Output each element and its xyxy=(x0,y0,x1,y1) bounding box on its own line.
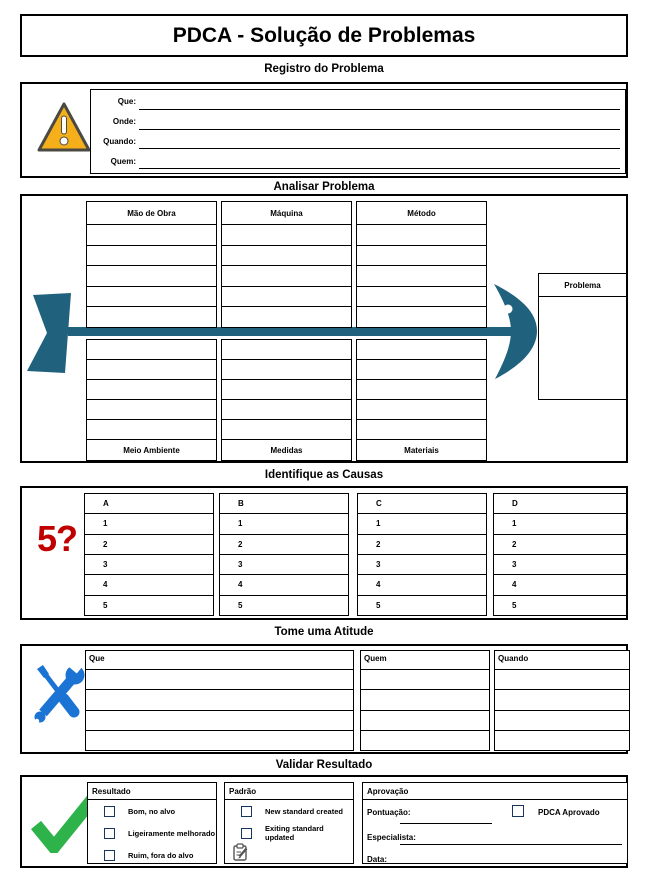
cause-table-medidas xyxy=(221,339,352,461)
action-section-box xyxy=(20,644,628,754)
cause-cell[interactable] xyxy=(87,225,216,245)
why-cell[interactable] xyxy=(220,554,348,574)
field-label-quando: Quando: xyxy=(103,136,136,146)
cause-cell[interactable] xyxy=(357,399,486,419)
five-whys-section-box xyxy=(20,486,628,620)
padrao-header: Padrão xyxy=(225,783,353,800)
cause-cell[interactable] xyxy=(87,419,216,439)
cause-cell[interactable] xyxy=(222,286,351,307)
why-row-number: 3 xyxy=(512,560,517,570)
field-label-quem: Quem: xyxy=(110,156,136,166)
field-input-quando[interactable] xyxy=(139,132,620,150)
cause-table-metodo xyxy=(356,201,487,328)
cause-cell[interactable] xyxy=(222,306,351,327)
why-cell[interactable] xyxy=(85,554,213,574)
cause-cell[interactable] xyxy=(357,225,486,245)
why-row-number: 1 xyxy=(238,519,243,529)
field-label-que: Que: xyxy=(117,97,136,107)
why-row-number: 2 xyxy=(376,539,381,549)
fishbone-tail-icon xyxy=(25,293,73,373)
cause-cell[interactable] xyxy=(87,399,216,419)
cause-table-meio-ambiente xyxy=(86,339,217,461)
cause-cell[interactable] xyxy=(87,265,216,286)
cause-cell[interactable] xyxy=(222,359,351,379)
fishbone-section-box xyxy=(20,194,628,463)
page-title: PDCA - Solução de Problemas xyxy=(20,14,628,57)
tools-icon xyxy=(31,661,85,735)
fishbone-spine xyxy=(68,327,514,336)
option-label: New standard created xyxy=(265,806,343,816)
section-heading-analisar: Analisar Problema xyxy=(273,181,375,193)
cause-cell[interactable] xyxy=(222,245,351,266)
action-cell[interactable] xyxy=(86,689,353,709)
why-row-number: 2 xyxy=(238,539,243,549)
problem-box xyxy=(538,273,627,400)
resultado-header: Resultado xyxy=(88,783,216,800)
checkbox-ligeiramente-melhorado[interactable] xyxy=(104,828,115,839)
why-cell[interactable] xyxy=(358,574,486,594)
cause-cell[interactable] xyxy=(87,286,216,307)
action-table-quando xyxy=(494,650,630,751)
action-cell[interactable] xyxy=(86,730,353,750)
problem-input-area[interactable] xyxy=(539,297,626,399)
cause-cell[interactable] xyxy=(87,340,216,359)
field-row-quem xyxy=(91,151,625,171)
why-row-number: 1 xyxy=(103,519,108,529)
fishbone-head-icon xyxy=(492,284,539,379)
cause-table-mao-de-obra xyxy=(86,201,217,328)
problem-fields-box xyxy=(90,89,626,174)
why-row-number: 5 xyxy=(512,600,517,610)
pontuacao-label: Pontuação: xyxy=(367,808,411,817)
why-column-header: B xyxy=(238,499,244,509)
why-row-number: 4 xyxy=(512,580,517,590)
option-row xyxy=(88,844,216,866)
checkbox-ruim-fora-do-alvo[interactable] xyxy=(104,850,115,861)
action-cell[interactable] xyxy=(495,670,629,689)
category-label-metodo: Método xyxy=(357,202,486,225)
why-cell[interactable] xyxy=(220,574,348,594)
cause-cell[interactable] xyxy=(357,265,486,286)
field-input-que[interactable] xyxy=(139,92,620,110)
cause-cell[interactable] xyxy=(222,379,351,399)
clipboard-pencil-icon xyxy=(232,843,251,862)
option-row xyxy=(88,822,216,844)
why-cell[interactable] xyxy=(85,534,213,554)
why-cell[interactable] xyxy=(85,595,213,615)
cause-cell[interactable] xyxy=(222,340,351,359)
why-row-number: 5 xyxy=(376,600,381,610)
cause-cell[interactable] xyxy=(357,286,486,307)
why-cell[interactable] xyxy=(494,554,626,574)
cause-cell[interactable] xyxy=(222,225,351,245)
option-row xyxy=(225,800,353,822)
action-table-quem xyxy=(360,650,490,751)
action-table-que xyxy=(85,650,354,751)
action-cell[interactable] xyxy=(495,730,629,750)
why-row-number: 4 xyxy=(376,580,381,590)
problem-label: Problema xyxy=(539,274,626,297)
category-label-maquina: Máquina xyxy=(222,202,351,225)
cause-table-maquina xyxy=(221,201,352,328)
why-cell[interactable] xyxy=(494,534,626,554)
why-row-number: 2 xyxy=(512,539,517,549)
option-label: Bom, no alvo xyxy=(128,806,176,816)
option-label: Ligeiramente melhorado xyxy=(128,828,216,838)
data-label: Data: xyxy=(367,855,388,864)
why-row-number: 3 xyxy=(103,560,108,570)
why-cell[interactable] xyxy=(358,554,486,574)
option-row xyxy=(225,822,353,844)
cause-cell[interactable] xyxy=(357,306,486,327)
cause-cell[interactable] xyxy=(87,306,216,327)
why-cell[interactable] xyxy=(220,513,348,533)
action-cell[interactable] xyxy=(86,710,353,730)
why-row-number: 4 xyxy=(103,580,108,590)
cause-cell[interactable] xyxy=(357,379,486,399)
why-row-number: 2 xyxy=(103,539,108,549)
cause-cell[interactable] xyxy=(222,265,351,286)
why-table-c xyxy=(357,493,487,616)
cause-cell[interactable] xyxy=(357,340,486,359)
cause-cell[interactable] xyxy=(222,399,351,419)
pontuacao-input-line[interactable] xyxy=(400,812,492,824)
padrao-box xyxy=(224,782,354,864)
why-cell[interactable] xyxy=(358,595,486,615)
especialista-label: Especialista: xyxy=(367,833,416,842)
action-column-header-quem: Quem xyxy=(361,651,489,670)
why-row-number: 1 xyxy=(376,519,381,529)
action-cell[interactable] xyxy=(361,730,489,750)
section-heading-validar: Validar Resultado xyxy=(275,759,373,771)
why-table-d xyxy=(493,493,627,616)
why-cell[interactable] xyxy=(85,574,213,594)
field-input-onde[interactable] xyxy=(139,112,620,130)
especialista-input-line[interactable] xyxy=(400,833,622,845)
option-label: Ruim, fora do alvo xyxy=(128,850,194,860)
action-cell[interactable] xyxy=(495,689,629,709)
cause-cell[interactable] xyxy=(357,359,486,379)
why-row-number: 3 xyxy=(376,560,381,570)
action-cell[interactable] xyxy=(361,670,489,689)
why-column-header: A xyxy=(103,499,109,509)
cause-cell[interactable] xyxy=(357,245,486,266)
aprovacao-box xyxy=(362,782,628,864)
why-row-number: 1 xyxy=(512,519,517,529)
why-cell[interactable] xyxy=(220,595,348,615)
field-input-quem[interactable] xyxy=(139,151,620,169)
why-table-a xyxy=(84,493,214,616)
why-table-b xyxy=(219,493,349,616)
why-cell[interactable] xyxy=(494,595,626,615)
field-row-onde xyxy=(91,112,625,132)
category-label-medidas: Medidas xyxy=(222,439,351,460)
resultado-box xyxy=(87,782,217,864)
section-heading-atitude: Tome uma Atitude xyxy=(274,626,374,638)
five-whys-label: 5? xyxy=(36,518,77,559)
why-cell[interactable] xyxy=(494,574,626,594)
why-cell[interactable] xyxy=(85,513,213,533)
action-cell[interactable] xyxy=(86,670,353,689)
action-column-header-quando: Quando xyxy=(495,651,629,670)
checkbox-bom-no-alvo[interactable] xyxy=(104,806,115,817)
why-column-header: C xyxy=(376,499,382,509)
option-label: Exiting standard updated xyxy=(265,824,324,842)
option-row xyxy=(88,800,216,822)
category-label-mao-de-obra: Mão de Obra xyxy=(87,202,216,225)
field-label-onde: Onde: xyxy=(112,117,136,127)
why-row-number: 5 xyxy=(103,600,108,610)
why-row-number: 4 xyxy=(238,580,243,590)
section-heading-causas: Identifique as Causas xyxy=(264,469,384,481)
action-column-header-que: Que xyxy=(86,651,353,670)
category-label-meio-ambiente: Meio Ambiente xyxy=(87,439,216,460)
warning-icon xyxy=(36,101,92,155)
cause-cell[interactable] xyxy=(222,419,351,439)
action-cell[interactable] xyxy=(495,710,629,730)
aprovacao-header: Aprovação xyxy=(363,783,627,800)
why-column-header: D xyxy=(512,499,518,509)
checkbox-exiting-standard-updated[interactable] xyxy=(241,828,252,839)
cause-cell[interactable] xyxy=(357,419,486,439)
checkbox-new-standard-created[interactable] xyxy=(241,806,252,817)
why-cell[interactable] xyxy=(220,534,348,554)
registro-section-box xyxy=(20,82,628,178)
field-row-quando xyxy=(91,132,625,152)
category-label-materiais: Materiais xyxy=(357,439,486,460)
why-cell[interactable] xyxy=(358,534,486,554)
why-cell[interactable] xyxy=(494,513,626,533)
why-row-number: 3 xyxy=(238,560,243,570)
cause-cell[interactable] xyxy=(87,379,216,399)
action-cell[interactable] xyxy=(361,710,489,730)
cause-cell[interactable] xyxy=(87,359,216,379)
checkbox-pdca-aprovado[interactable] xyxy=(512,805,524,817)
cause-table-materiais xyxy=(356,339,487,461)
action-cell[interactable] xyxy=(361,689,489,709)
pdca-aprovado-label: PDCA Aprovado xyxy=(538,808,600,817)
field-row-que xyxy=(91,92,625,112)
why-row-number: 5 xyxy=(238,600,243,610)
validate-section-box xyxy=(20,775,628,868)
section-heading-registro: Registro do Problema xyxy=(264,63,384,75)
why-cell[interactable] xyxy=(358,513,486,533)
cause-cell[interactable] xyxy=(87,245,216,266)
